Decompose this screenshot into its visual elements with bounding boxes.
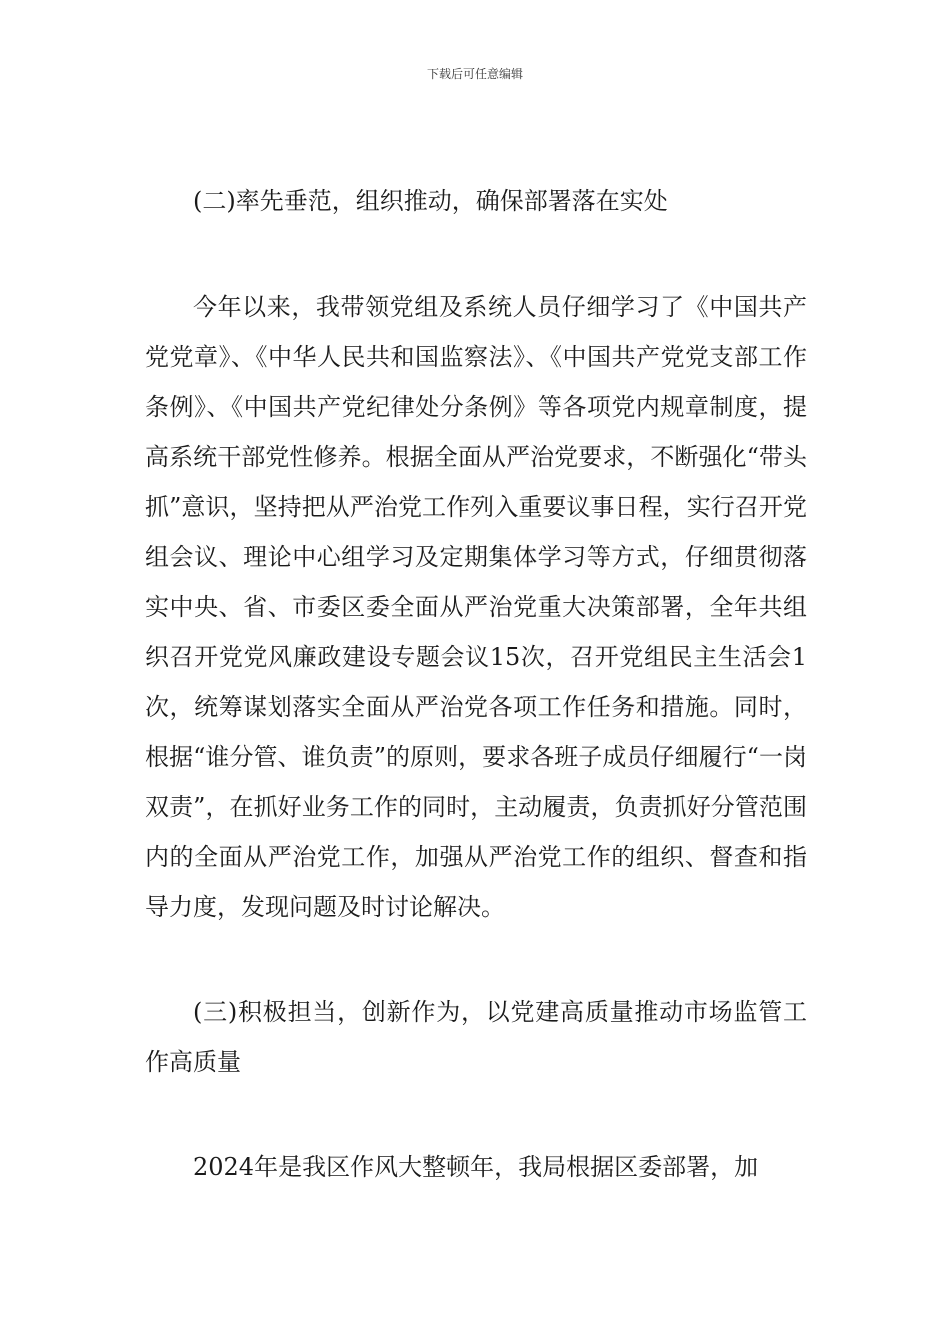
section-heading-3: (三)积极担当，创新作为，以党建高质量推动市场监管工作高质量	[145, 998, 807, 1076]
body-paragraph-1: 今年以来，我带领党组及系统人员仔细学习了《中国共产党党章》、《中华人民共和国监察法》、《中国共产党党支部工作条例》、《中国共产党纪律处分条例》等各项党内规章制度，提高系统干部党性修养。根据全面从严治党要求，不断强化“带头抓”意识，坚持把从严治党工作列入重要议事日程，实行召开党组会议、理论中心组学习及定期集体学习等方式，仔细贯彻落实中央、省、市委区委全面从严治党重大决策部署，全年共组织召开党党风廉政建设专题会议15次，召开党组民主生活会1次，统筹谋划落实全面从严治党各项工作任务和措施。同时，根据“谁分管、谁负责”的原则，要求各班子成员仔细履行“一岗双责”，在抓好业务工作的同时，主动履责，负责抓好分管范围内的全面从严治党工作，加强从严治党工作的组织、督查和指导力度，发现问题及时讨论解决。	[145, 293, 807, 921]
section-heading-2: (二)率先垂范，组织推动，确保部署落在实处	[193, 187, 668, 215]
page-header-note: 下载后可任意编辑	[426, 67, 523, 81]
body-paragraph-2: 2024年是我区作风大整顿年，我局根据区委部署，加	[193, 1153, 759, 1181]
document-body	[145, 176, 807, 1192]
